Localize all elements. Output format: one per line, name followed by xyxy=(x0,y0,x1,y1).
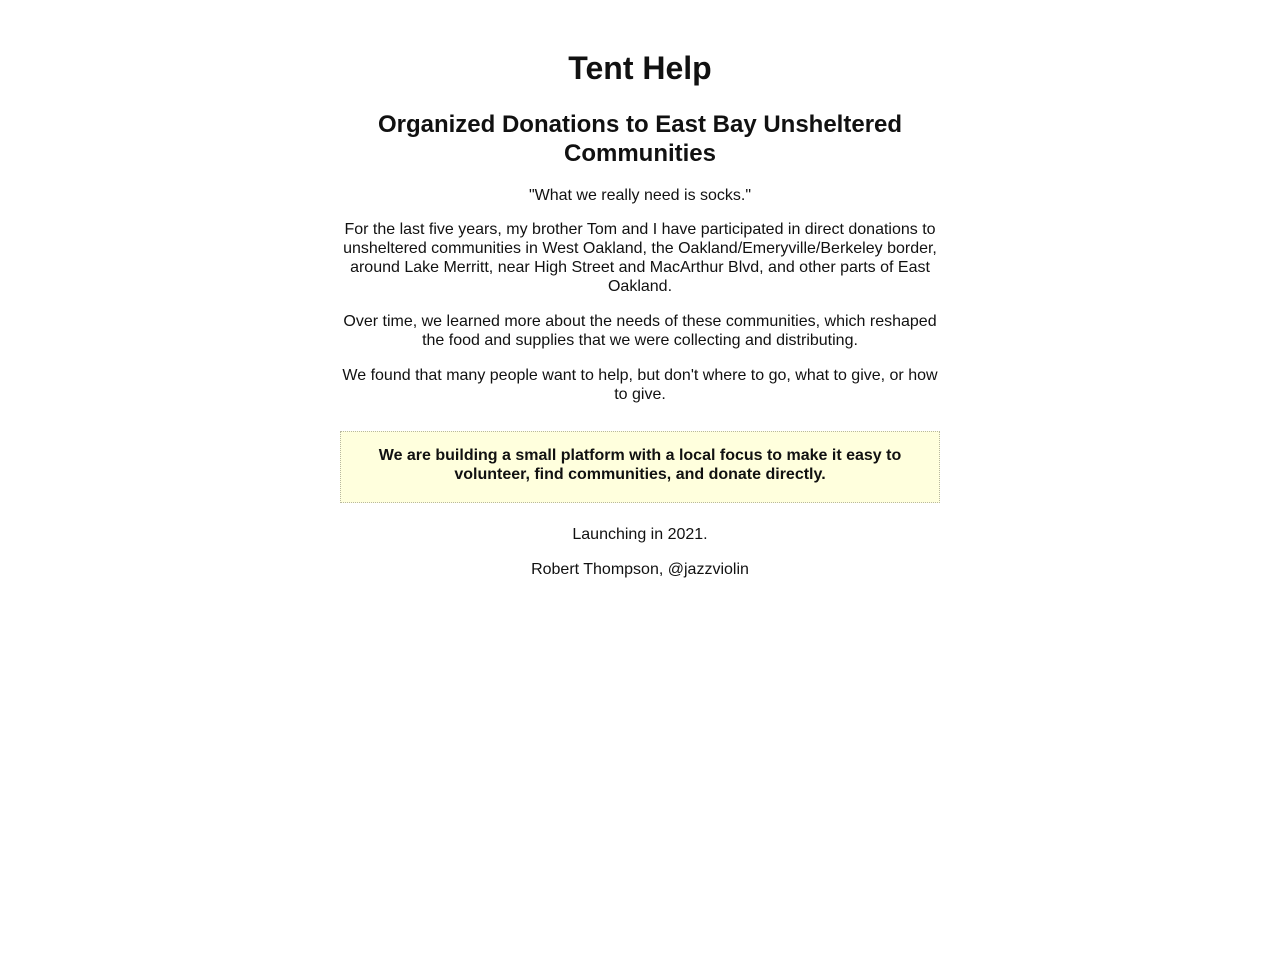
paragraph-need: We found that many people want to help, but don't where to go, what to give, or how to give. xyxy=(342,367,938,403)
author-signature: Robert Thompson, @jazzviolin xyxy=(531,561,749,578)
callout-box xyxy=(340,431,940,503)
page-subtitle: Organized Donations to East Bay Unsheltered Communities xyxy=(377,111,903,167)
callout-text: We are building a small platform with a local focus to make it easy to volunteer, find communities, and donate directly. xyxy=(378,447,902,483)
paragraph-learning: Over time, we learned more about the needs of these communities, which reshaped the food and supplies that we were collecting and distributing. xyxy=(343,313,937,349)
page-title: Tent Help xyxy=(568,50,712,86)
launch-note: Launching in 2021. xyxy=(572,526,708,543)
quote-text: "What we really need is socks." xyxy=(528,187,752,204)
page-content xyxy=(340,0,940,579)
paragraph-history: For the last five years, my brother Tom and I have participated in direct donations to unsheltered communities in West Oakland, the Oakland/Emeryville/Berkeley border, around Lake Merritt, near High Street and MacArthur Blvd, and other parts of East Oakland. xyxy=(343,221,937,295)
